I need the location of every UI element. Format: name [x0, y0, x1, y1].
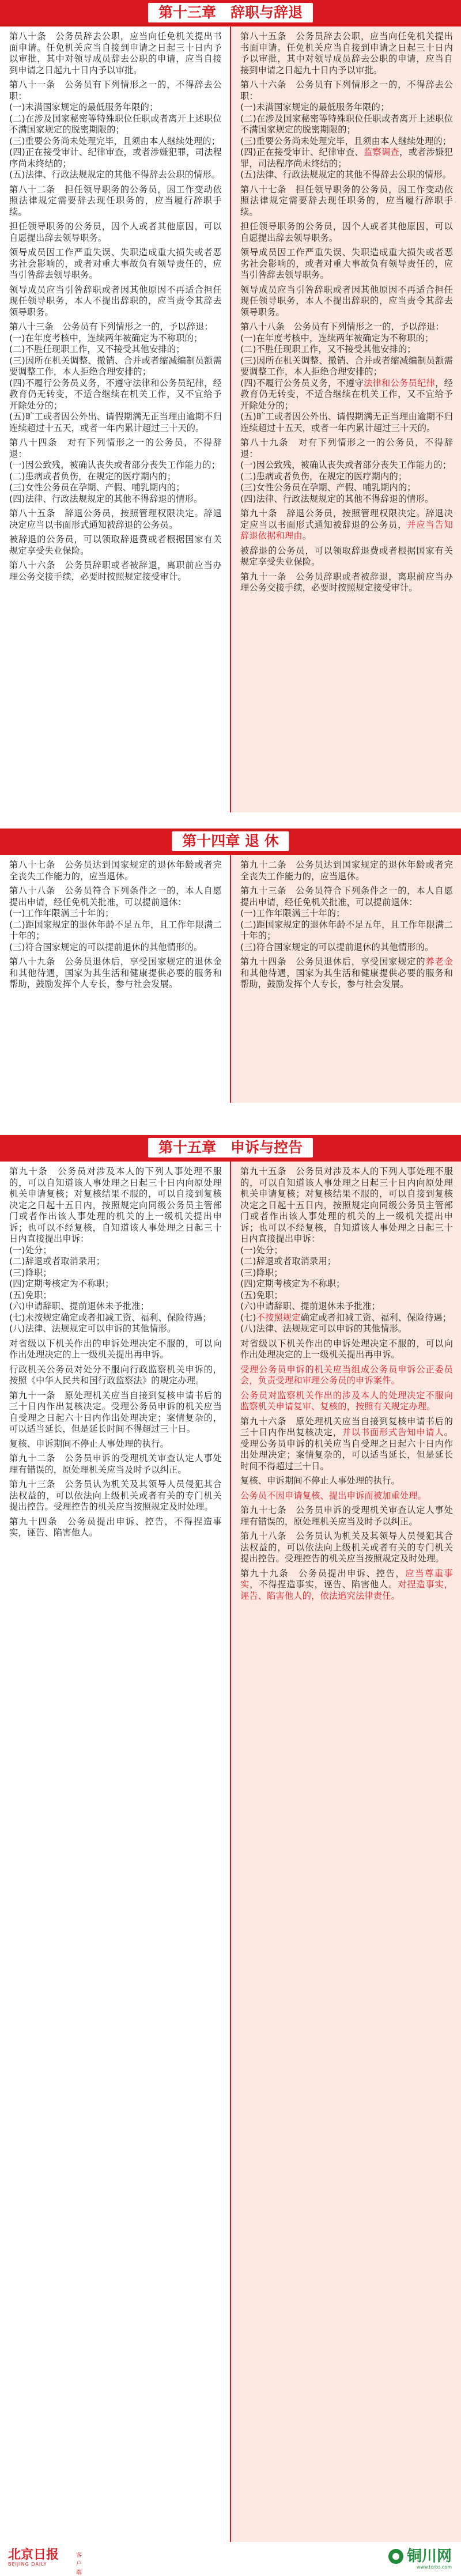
article-paragraph: 第九十条 辞退公务员，按照管理权限决定。辞退决定应当以书面形式通知被辞退的公务员，并应当告知辞退依据和理由。: [240, 508, 453, 541]
old-text-column: [0, 27, 230, 812]
article-paragraph: 第九十三条 公务员认为机关及其领导人员侵犯其合法权益的，可以依法向上级机关或者有关的专门机关提出控告。受理控告的机关应当按照规定及时处理。: [9, 1479, 222, 1512]
chapter-resignation: [0, 0, 461, 812]
article-paragraph: [240, 1390, 453, 1413]
article-paragraph: 第九十一条 原处理机关应当自接到复核申请书后的三十日内作出复核决定。受理公务员申诉的机关应当自受理之日起六十日内作出处理决定；案情复杂的，可以适当延长，但是延长时间不得超过三十日。: [9, 1390, 222, 1434]
article-paragraph: 第八十五条 公务员辞去公职，应当向任免机关提出书面申请。任免机关应当自接到申请之日起三十日内予以审批，其中对领导成员辞去公职的申请，应当自接到申请之日起九十日内予以审批。: [240, 31, 453, 75]
article-paragraph: 第九十二条 公务员申诉的受理机关审查认定人事处理有错误的，原处理机关应当及时予以纠正。: [9, 1453, 222, 1475]
article-paragraph: 第九十四条 公务员提出申诉、控告，不得捏造事实，诬告、陷害他人。: [9, 1516, 222, 1538]
site-watermark: [388, 2548, 452, 2570]
article-paragraph: 被辞退的公务员，可以领取辞退费或者根据国家有关规定享受失业保险。: [9, 534, 222, 556]
amended-text: 并应当告知辞退依据和理由: [240, 519, 453, 541]
article-paragraph: 领导成员因工作严重失误、失职造成重大损失或者恶劣社会影响的，或者对重大事故负有领导责任的，应当引咎辞去领导职务。: [9, 247, 222, 280]
comparison-columns: [0, 855, 461, 1103]
chapter-title-bar: [0, 0, 461, 27]
article-paragraph: 第八十二条 担任领导职务的公务员，因工作变动依照法律规定需要辞去现任职务的，应当履行辞职手续。: [9, 184, 222, 217]
article-paragraph: 第八十六条 公务员有下列情形之一的，不得辞去公职： (一)未满国家规定的最低服务年限的； (二)在涉及国家秘密等特殊职位任职或者离开上述职位不满国家规定的脱密期限的； (三)重要公务尚未处理完毕，且须由本人继续处理的； (四)正在接受审计、纪律审查、监察调查，或者涉嫌犯罪，司法程序尚未终结的； (五)法律、行政法规规定的其他不得辞去公职的情形。: [240, 80, 453, 180]
new-text-column: [231, 1162, 461, 2542]
article-paragraph: 第九十四条 公务员退休后，享受国家规定的养老金和其他待遇，国家为其生活和健康提供必要的服务和帮助，鼓励发挥个人专长，参与社会发展。: [240, 956, 454, 989]
article-paragraph: [240, 1491, 453, 1502]
logo-chinese: 北京日报: [8, 2547, 59, 2562]
article-paragraph: 担任领导职务的公务员，因个人或者其他原因，可以自愿提出辞去领导职务。: [9, 221, 222, 243]
amended-text: 不按照规定: [256, 1312, 301, 1323]
amended-text: 公务员不因申请复核、提出申诉而被加重处理。: [240, 1490, 427, 1501]
client-label: 客户端: [76, 2552, 82, 2576]
comparison-columns: [0, 27, 461, 812]
logo-english: BEIJING DAILY: [8, 2562, 47, 2567]
article-paragraph: 领导成员应当引咎辞职或者因其他原因不再适合担任现任领导职务，本人不提出辞职的，应当责令其辞去领导职务。: [240, 284, 453, 317]
amended-text: 养老金: [425, 956, 454, 967]
chapter-title-bar: [0, 829, 461, 855]
article-paragraph: 第八十七条 担任领导职务的公务员，因工作变动依照法律规定需要辞去现任职务的，应当履行辞职手续。: [240, 184, 453, 217]
article-paragraph: 第八十四条 对有下列情形之一的公务员，不得辞退： (一)因公致残，被确认丧失或者部分丧失工作能力的； (二)患病或者负伤，在规定的医疗期内的； (三)女性公务员在孕期、产假、哺乳期内的； (四)法律、行政法规规定的其他不得辞退的情形。: [9, 437, 222, 504]
article-paragraph: 复核、申诉期间不停止人事处理的执行。: [9, 1438, 169, 1449]
article-paragraph: 第九十六条 原处理机关应当自接到复核申请书后的三十日内作出复核决定，并以书面形式告知申请人。受理公务员申诉的机关应当自受理之日起六十日内作出处理决定；案情复杂的，可以适当延长，但是延长时间不得超过三十日。: [240, 1416, 454, 1472]
chapter-retirement: [0, 829, 461, 1103]
article-paragraph: 对省级以下机关作出的申诉处理决定不服的，可以向作出处理决定的上一级机关提出再申诉。: [240, 1338, 453, 1360]
chapter-title-bar: [0, 1135, 461, 1162]
amended-text: 公务员对监察机关作出的涉及本人的处理决定不服向监察机关申请复审、复核的，按照有关规定办理。: [240, 1390, 453, 1412]
article-paragraph: 第九十七条 公务员申诉的受理机关审查认定人事处理有错误的，原处理机关应当及时予以纠正。: [240, 1505, 453, 1527]
article-paragraph: 第八十八条 公务员符合下列条件之一的，本人自愿提出申请，经任免机关批准，可以提前退休： (一)工作年限满三十年的； (二)距国家规定的退休年龄不足五年，且工作年限满二十年的； (三)符合国家规定的可以提前退休的其他情形的。: [9, 886, 222, 952]
article-paragraph: 担任领导职务的公务员，因个人或者其他原因，可以自愿提出辞去领导职务。: [240, 221, 453, 243]
amended-text: 监察调查: [364, 147, 400, 157]
chapter-appeal: [0, 1135, 461, 2542]
chapter-title: 第十五章 申诉与控告: [148, 1138, 313, 1158]
beijing-daily-logo: [8, 2547, 82, 2576]
article-paragraph: 第九十五条 公务员对涉及本人的下列人事处理不服的，可以自知道该人事处理之日起三十日内向原处理机关申请复核；对复核结果不服的，可以自接到复核决定之日起十五日内，按照规定向同级公务员主管部门或者作出该人事处理的机关的上一级机关提出申诉；也可以不经复核，自知道该人事处理之日起三十日内直接提出申诉： (一)处分； (二)辞退或者取消录用； (三)降职； (四)定期考核定为不称职； (五)免职； (六)申请辞职、提前退休未予批准； (七)不按照规定确定或者扣减工资、福利、保险待遇； (八)法律、法规规定可以申诉的其他情形。: [240, 1166, 453, 1334]
article-paragraph: 第八十一条 公务员有下列情形之一的，不得辞去公职： (一)未满国家规定的最低服务年限的； (二)在涉及国家秘密等特殊职位任职或者离开上述职位不满国家规定的脱密期限的； (三)重要公务尚未处理完毕，且须由本人继续处理的； (四)正在接受审计、纪律审查，或者涉嫌犯罪，司法程序尚未终结的； (五)法律、行政法规规定的其他不得辞去公职的情形。: [9, 80, 222, 180]
article-paragraph: 复核、申诉期间不停止人事处理的执行。: [240, 1476, 400, 1486]
amended-text: 并以书面形式告知申请人: [342, 1427, 444, 1438]
article-paragraph: 第八十七条 公务员达到国家规定的退休年龄或者完全丧失工作能力的，应当退休。: [9, 860, 222, 882]
article-paragraph: 第八十五条 辞退公务员，按照管理权限决定。辞退决定应当以书面形式通知被辞退的公务员。: [9, 508, 222, 530]
amended-text: 法律和公务员纪律: [364, 377, 436, 388]
new-text-column: [231, 27, 461, 812]
article-paragraph: 第八十条 公务员辞去公职，应当向任免机关提出书面申请。任免机关应当自接到申请之日起三十日内予以审批，其中对领导成员辞去公职的申请，应当自接到申请之日起九十日内予以审批。: [9, 31, 222, 75]
chapter-title: 第十三章 辞职与辞退: [148, 3, 313, 22]
amended-text: 受理公务员申诉的机关应当组成公务员申诉公正委员会，负责受理和审理公务员的申诉案件。: [240, 1364, 453, 1386]
article-paragraph: 行政机关公务员对处分不服向行政监察机关申诉的，按照《中华人民共和国行政监察法》的规定办理。: [9, 1364, 222, 1386]
article-paragraph: 第九十九条 公务员提出申诉、控告，应当尊重事实，不得捏造事实，诬告、陷害他人。对捏造事实，诬告、陷害他人的，依法追究法律责任。: [240, 1568, 454, 1601]
article-paragraph: 第九十八条 公务员认为机关及其领导人员侵犯其合法权益的，可以依法向上级机关或者有关的专门机关提出控告。受理控告的机关应当按照规定及时处理。: [240, 1531, 453, 1564]
article-paragraph: 第九十二条 公务员达到国家规定的退休年龄或者完全丧失工作能力的，应当退休。: [240, 860, 453, 882]
page-footer: [0, 2543, 461, 2576]
old-text-column: [0, 855, 230, 1103]
article-paragraph: 领导成员因工作严重失误、失职造成重大损失或者恶劣社会影响的，或者对重大事故负有领导责任的，应当引咎辞去领导职务。: [240, 247, 453, 280]
new-text-column: [231, 855, 461, 1103]
article-paragraph: 第九十一条 公务员辞职或者被辞退，离职前应当办理公务交接手续，必要时按照规定接受审计。: [240, 571, 453, 593]
chapter-gap: [0, 1103, 461, 1135]
article-paragraph: 被辞退的公务员，可以领取辞退费或者根据国家有关规定享受失业保险。: [240, 545, 453, 567]
article-paragraph: 第八十九条 对有下列情形之一的公务员，不得辞退： (一)因公致残，被确认丧失或者部分丧失工作能力的； (二)患病或者负伤，在规定的医疗期内的； (三)女性公务员在孕期、产假、哺乳期内的； (四)法律、行政法规规定的其他不得辞退的情形。: [240, 437, 453, 504]
old-text-column: [0, 1162, 230, 2542]
article-paragraph: 第八十九条 公务员退休后，享受国家规定的退休金和其他待遇，国家为其生活和健康提供必要的服务和帮助，鼓励发挥个人专长，参与社会发展。: [9, 956, 222, 989]
article-paragraph: 第八十六条 公务员辞职或者被辞退，离职前应当办理公务交接手续，必要时按照规定接受审计。: [9, 560, 222, 582]
article-paragraph: 第八十八条 公务员有下列情形之一的，予以辞退： (一)在年度考核中，连续两年被确定为不称职的； (二)不胜任现职工作，又不接受其他安排的； (三)因所在机关调整、撤销、合并或者缩减编制员额需要调整工作，本人拒绝合理安排的； (四)不履行公务员义务，不遵守法律和公务员纪律，经教育仍无转变，不适合继续在机关工作，又不宜给予开除处分的； (五)旷工或者因公外出、请假期满无正当理由逾期不归连续超过十五天，或者一年内累计超过三十天的。: [240, 321, 453, 433]
article-paragraph: 对省级以下机关作出的申诉处理决定不服的，可以向作出处理决定的上一级机关提出再申诉。: [9, 1338, 222, 1360]
article-paragraph: 第八十三条 公务员有下列情形之一的，予以辞退： (一)在年度考核中，连续两年被确定为不称职的； (二)不胜任现职工作，又不接受其他安排的； (三)因所在机关调整、撤销、合并或者缩减编制员额需要调整工作，本人拒绝合理安排的； (四)不履行公务员义务，不遵守法律和公务员纪律，经教育仍无转变，不适合继续在机关工作，又不宜给予开除处分的； (五)旷工或者因公外出、请假期满无正当理由逾期不归连续超过十五天，或者一年内累计超过三十天的。: [9, 321, 222, 433]
site-url: www.tcrbs.com: [416, 2564, 452, 2570]
site-name: 铜川网: [406, 2548, 452, 2565]
site-logo-icon: [388, 2549, 403, 2564]
comparison-columns: [0, 1162, 461, 2542]
article-paragraph: 领导成员应当引咎辞职或者因其他原因不再适合担任现任领导职务，本人不提出辞职的，应当责令其辞去领导职务。: [9, 284, 222, 317]
article-paragraph: [240, 1364, 453, 1387]
amended-text: 应当尊重事实: [240, 1568, 454, 1590]
amended-text: 对捏造事实，诬告、陷害他人的，依法追究法律责任。: [240, 1579, 454, 1601]
chapter-title: 第十四章 退 休: [172, 831, 289, 851]
chapter-gap: [0, 812, 461, 829]
article-paragraph: 第九十条 公务员对涉及本人的下列人事处理不服的，可以自知道该人事处理之日起三十日内向原处理机关申请复核；对复核结果不服的，可以自接到复核决定之日起十五日内，按照规定向同级公务员主管部门或者作出该人事处理的机关的上一级机关提出申诉；也可以不经复核，自知道该人事处理之日起三十日内直接提出申诉： (一)处分； (二)辞退或者取消录用； (三)降职； (四)定期考核定为不称职； (五)免职； (六)申请辞职、提前退休未予批准； (七)未按规定确定或者扣减工资、福利、保险待遇； (八)法律、法规规定可以申诉的其他情形。: [9, 1166, 222, 1334]
article-paragraph: 第九十三条 公务员符合下列条件之一的，本人自愿提出申请，经任免机关批准，可以提前退休： (一)工作年限满三十年的； (二)距国家规定的退休年龄不足五年，且工作年限满二十年的； (三)符合国家规定的可以提前退休的其他情形的。: [240, 886, 453, 952]
